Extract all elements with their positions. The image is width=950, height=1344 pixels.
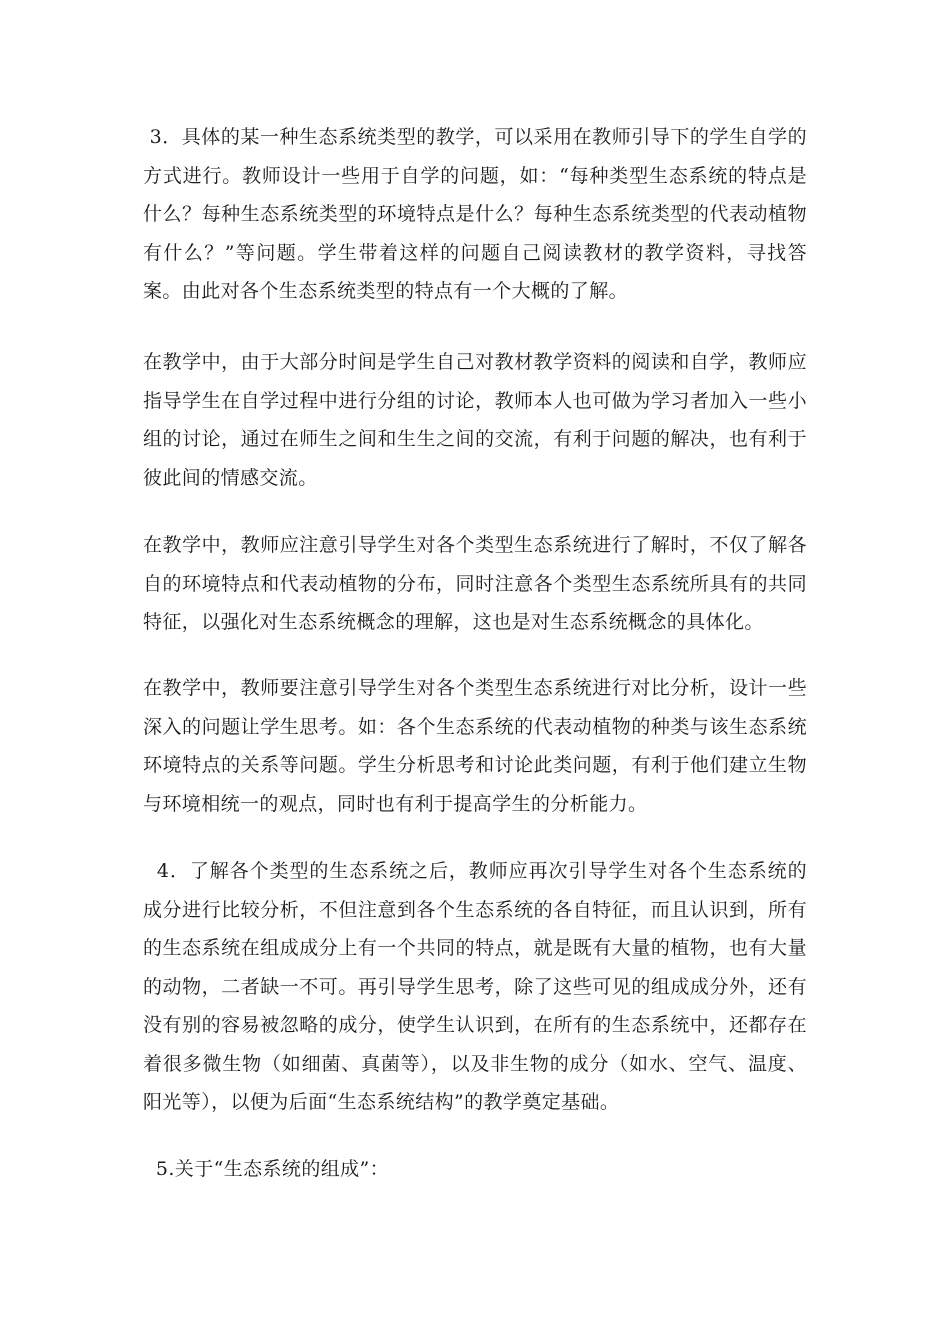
paragraph-point-5-heading: 5.关于“生态系统的组成”： <box>143 1158 390 1180</box>
paragraph-point-4: 4．了解各个类型的生态系统之后，教师应再次引导学生对各个生态系统的成分进行比较分析，不但注意到各个生态系统的各自特征，而且认识到，所有的生态系统在组成成分上有一个共同的特点，就是既有大量的植物，也有大量的动物，二者缺一不可。再引导学生思考，除了这些可见的组成成分外，还有没有别的容易被忽略的成分，使学生认识到，在所有的生态系统中，还都存在着很多微生物（如细菌、真菌等），以及非生物的成分（如水、空气、温度、阳光等），以便为后面“生态系统结构”的教学奠定基础。 <box>143 860 807 1113</box>
paragraph-comparative-analysis: 在教学中，教师要注意引导学生对各个类型生态系统进行对比分析，设计一些深入的问题让学生思考。如：各个生态系统的代表动植物的种类与该生态系统环境特点的关系等问题。学生分析思考和讨论此类问题，有利于他们建立生物与环境相统一的观点，同时也有利于提高学生的分析能力。 <box>143 677 807 815</box>
paragraph-point-3: 3．具体的某一种生态系统类型的教学，可以采用在教师引导下的学生自学的方式进行。教师设计一些用于自学的问题，如：“每种类型生态系统的特点是什么？每种生态系统类型的环境特点是什么？每种生态系统类型的代表动植物有什么？”等问题。学生带着这样的问题自己阅读教材的教学资料，寻找答案。由此对各个生态系统类型的特点有一个大概的了解。 <box>143 126 807 302</box>
paragraph-self-study-discussion: 在教学中，由于大部分时间是学生自己对教材教学资料的阅读和自学，教师应指导学生在自学过程中进行分组的讨论，教师本人也可做为学习者加入一些小组的讨论，通过在师生之间和生生之间的交流，有利于问题的解决，也有利于彼此间的情感交流。 <box>143 351 807 489</box>
paragraph-common-features: 在教学中，教师应注意引导学生对各个类型生态系统进行了解时，不仅了解各自的环境特点和代表动植物的分布，同时注意各个类型生态系统所具有的共同特征，以强化对生态系统概念的理解，这也是对生态系统概念的具体化。 <box>143 534 807 633</box>
